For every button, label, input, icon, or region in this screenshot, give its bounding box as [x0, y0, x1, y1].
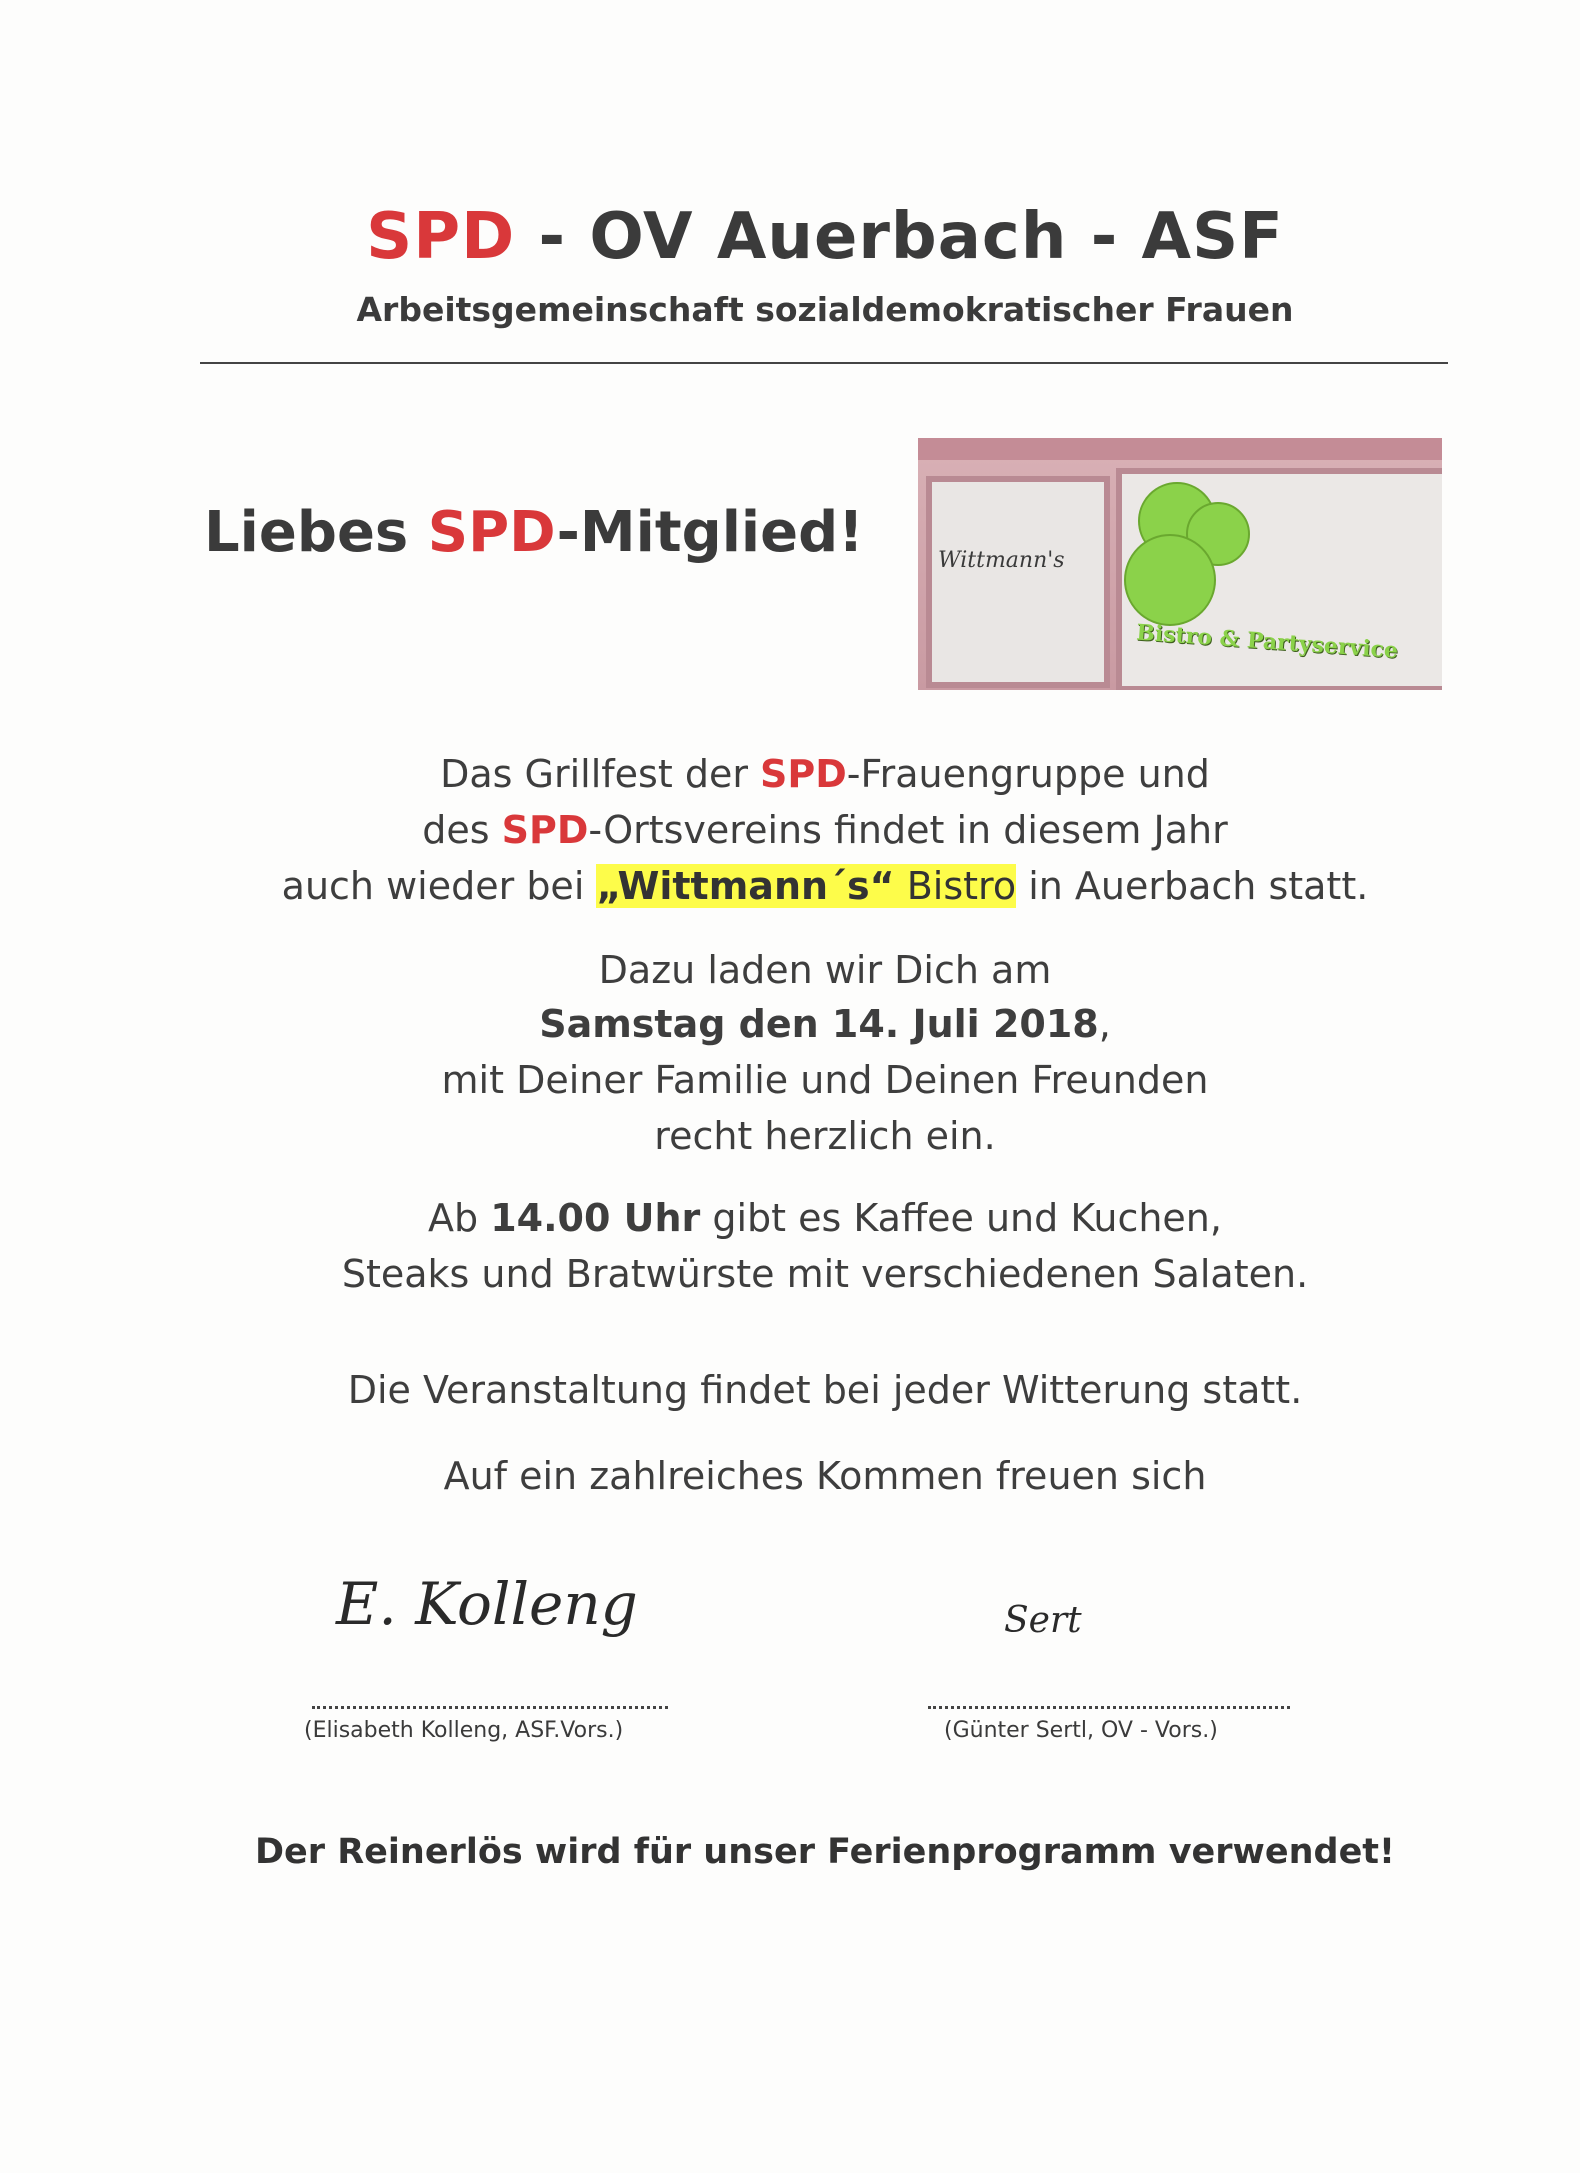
venue-highlight [596, 864, 1016, 908]
photo-frame-top [918, 438, 1442, 460]
text-run: , [1098, 1002, 1111, 1046]
signature-caption-right: (Günter Sertl, OV - Vors.) [944, 1718, 1218, 1743]
sign-green-text: Bistro & Partyservice [1135, 619, 1399, 664]
event-time: 14.00 Uhr [490, 1196, 701, 1240]
text-run: gibt es Kaffee und Kuchen, [700, 1196, 1222, 1240]
signature-right: Sert [1004, 1600, 1082, 1641]
green-circle-icon [1124, 534, 1216, 626]
venue-type: Bistro [894, 864, 1017, 908]
greeting [204, 500, 864, 565]
party-name: SPD [501, 808, 589, 852]
greeting-prefix: Liebes [204, 500, 428, 565]
signature-caption-left: (Elisabeth Kolleng, ASF.Vors.) [304, 1718, 624, 1743]
text-run: Ab [428, 1196, 491, 1240]
body-line [0, 752, 1580, 796]
event-time-line [0, 1196, 1580, 1240]
event-date-line [0, 1002, 1580, 1046]
body-line [0, 808, 1580, 852]
body-line: Steaks und Bratwürste mit verschiedenen Salaten. [341, 1252, 1309, 1296]
photo-panel-left [926, 476, 1110, 688]
footer-note: Der Reinerlös wird für unser Ferienprogramm verwendet! [254, 1832, 1395, 1872]
text-run: -Frauengruppe und [846, 752, 1210, 796]
signature-line-left [312, 1706, 668, 1709]
text-run: Das Grillfest der [440, 752, 761, 796]
text-run: -Ortsvereins findet in diesem Jahr [588, 808, 1228, 852]
sign-script-text: Wittmann's [938, 548, 1065, 573]
party-name: SPD [760, 752, 847, 796]
body-line: mit Deiner Familie und Deinen Freunden [441, 1058, 1209, 1102]
body-line: Die Veranstaltung findet bei jeder Witterung statt. [347, 1368, 1303, 1412]
text-run: auch wieder bei [281, 864, 597, 908]
header-title-rest: - OV Auerbach - ASF [515, 200, 1284, 274]
body-line: Dazu laden wir Dich am [598, 948, 1052, 992]
greeting-party: SPD [427, 500, 557, 565]
header-party: SPD [366, 200, 516, 274]
header-divider [200, 362, 1448, 364]
bistro-sign-photo [918, 438, 1442, 690]
text-run: in Auerbach statt. [1016, 864, 1369, 908]
header-title [0, 200, 1580, 274]
body-line: recht herzlich ein. [654, 1114, 996, 1158]
signature-line-right [928, 1706, 1290, 1709]
body-line [0, 864, 1580, 908]
body-line: Auf ein zahlreiches Kommen freuen sich [443, 1454, 1207, 1498]
signature-left: E. Kolleng [336, 1570, 638, 1638]
greeting-suffix: -Mitglied! [556, 500, 864, 565]
text-run: des [422, 808, 502, 852]
header-subtitle: Arbeitsgemeinschaft sozialdemokratischer Frauen [356, 290, 1294, 329]
event-date: Samstag den 14. Juli 2018 [539, 1002, 1099, 1046]
venue-name: „Wittmann´s“ [596, 864, 895, 908]
